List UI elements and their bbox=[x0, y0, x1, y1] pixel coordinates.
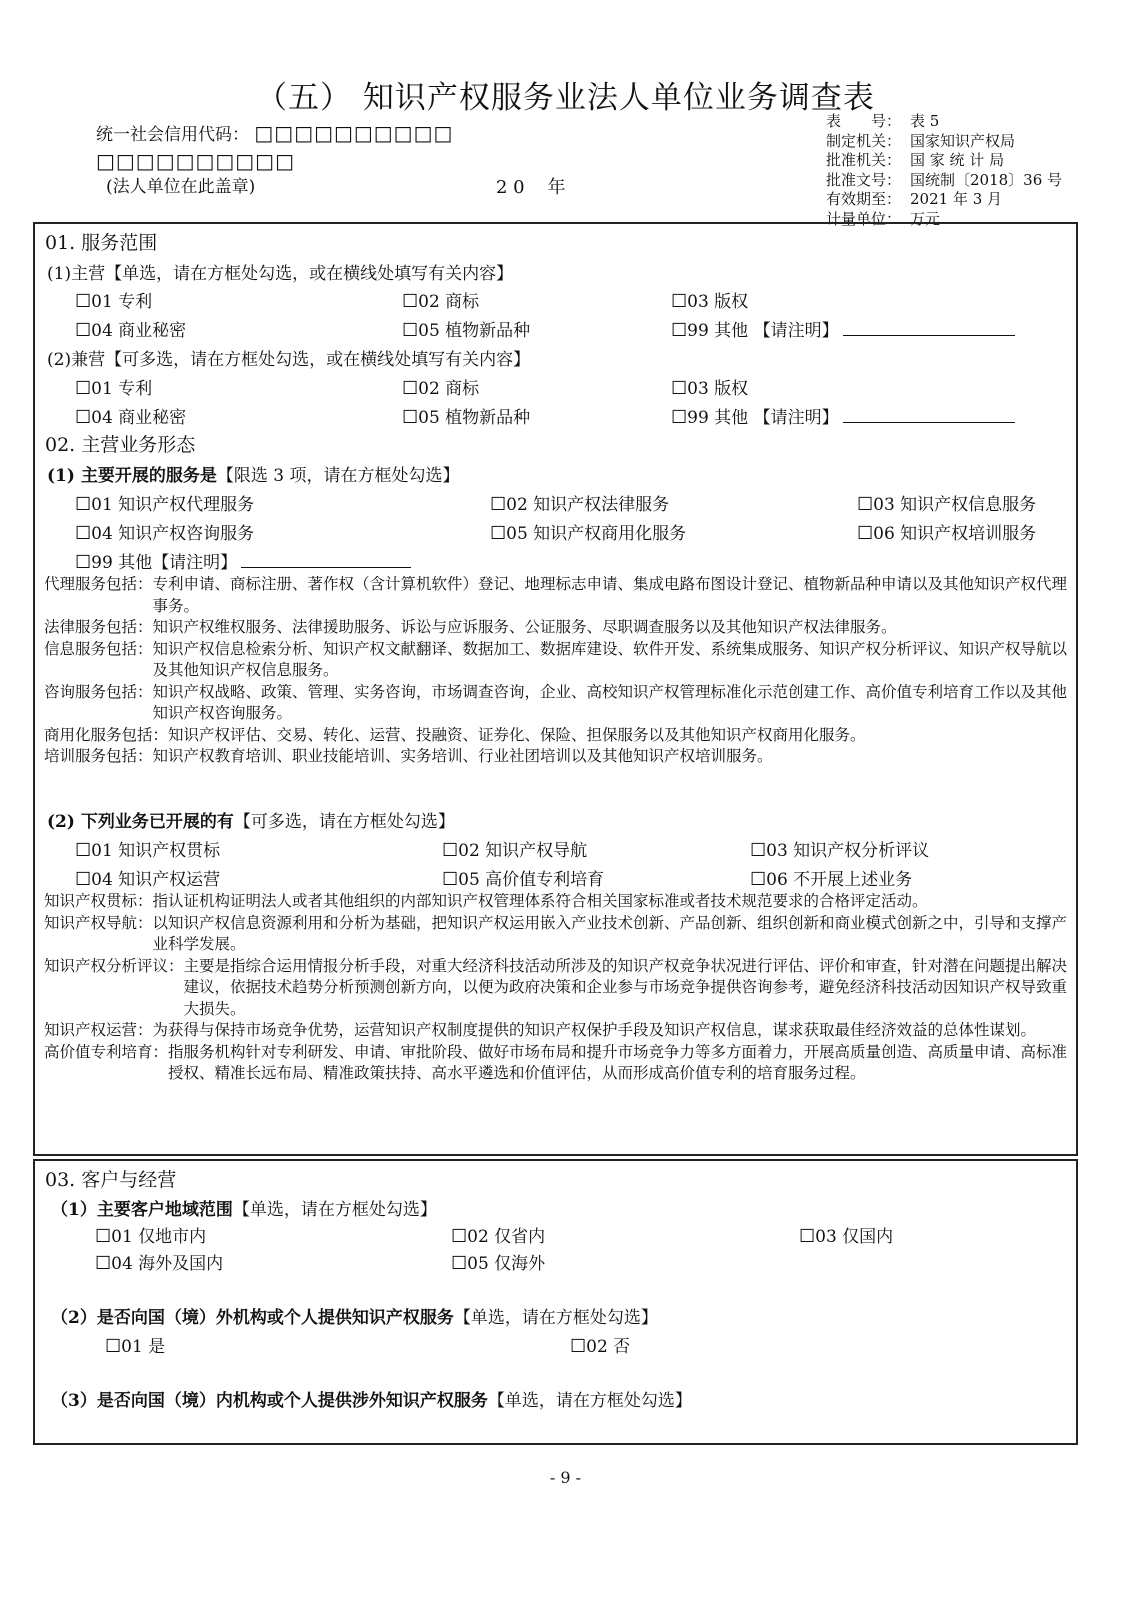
option-none[interactable]: ☐06 不开展上述业务 bbox=[750, 869, 913, 890]
option-information-service[interactable]: ☐03 知识产权信息服务 bbox=[857, 494, 1037, 515]
header-left bbox=[96, 120, 453, 200]
checkbox: ☐ bbox=[671, 291, 688, 312]
question-foreign-service: （2）是否向国（境）外机构或个人提供知识产权服务【单选，请在方框处勾选】 bbox=[51, 1308, 658, 1328]
option-patent[interactable]: ☐01 专利 bbox=[75, 291, 153, 312]
checkbox: ☐ bbox=[75, 523, 92, 544]
checkbox: ☐ bbox=[799, 1226, 816, 1247]
credit-code-boxes[interactable]: □□□□□□□□□□ bbox=[254, 121, 454, 145]
meta-row: 有效期至： 2021 年 3 月 bbox=[826, 190, 1003, 208]
checkbox: ☐ bbox=[75, 407, 92, 428]
option-other[interactable]: ☐99 其他 【请注明】 bbox=[671, 403, 1015, 428]
other-input-line[interactable] bbox=[241, 551, 411, 568]
checkbox: ☐ bbox=[490, 523, 507, 544]
option-patent[interactable]: ☐01 专利 bbox=[75, 378, 153, 399]
question-side-business: (2)兼营【可多选，请在方框处勾选，或在横线处填写有关内容】 bbox=[47, 350, 531, 370]
checkbox: ☐ bbox=[75, 869, 92, 890]
credit-code-boxes-row2[interactable]: □□□□□□□□□□ bbox=[96, 149, 295, 173]
option-ip-navigation[interactable]: ☐02 知识产权导航 bbox=[442, 840, 588, 861]
meta-row: 批准文号： 国统制〔2018〕36 号 bbox=[826, 170, 1063, 189]
option-trade-secret[interactable]: ☐04 商业秘密 bbox=[75, 407, 187, 428]
form-meta bbox=[826, 112, 1062, 229]
section-heading-service-scope: 01. 服务范围 bbox=[45, 232, 158, 254]
question-business-carried-out: (2) 下列业务已开展的有【可多选，请在方框处勾选】 bbox=[47, 812, 455, 832]
credit-code-label: 统一社会信用代码： bbox=[96, 125, 249, 145]
definition-item: 知识产权导航： 以知识产权信息资源利用和分析为基础，把知识产权运用嵌入产业技术创新、产品创新、组织创新和商业模式创新之中，引导和支撑产业科学发展。 bbox=[44, 913, 1068, 953]
definition-item: 知识产权贯标： 指认证机构证明法人或者其他组织的内部知识产权管理体系符合相关国家标准或者技术规范要求的合格评定活动。 bbox=[44, 892, 928, 910]
option-commercialization-service[interactable]: ☐05 知识产权商用化服务 bbox=[490, 523, 687, 544]
checkbox: ☐ bbox=[570, 1336, 587, 1357]
section-heading-customers: 03. 客户与经营 bbox=[45, 1169, 177, 1191]
option-overseas-and-domestic[interactable]: ☐04 海外及国内 bbox=[95, 1253, 224, 1274]
checkbox: ☐ bbox=[95, 1226, 112, 1247]
option-ip-operation[interactable]: ☐04 知识产权运营 bbox=[75, 869, 221, 890]
option-legal-service[interactable]: ☐02 知识产权法律服务 bbox=[490, 494, 670, 515]
option-other-service[interactable]: ☐99 其他【请注明】 bbox=[75, 548, 411, 573]
meta-row: 批准机关： 国 家 统 计 局 bbox=[826, 151, 1005, 169]
question-foreign-related-service: （3）是否向国（境）内机构或个人提供涉外知识产权服务【单选，请在方框处勾选】 bbox=[51, 1391, 692, 1411]
checkbox: ☐ bbox=[75, 320, 92, 341]
checkbox: ☐ bbox=[671, 407, 688, 428]
definition-item: 知识产权分析评议： 主要是指综合运用情报分析手段，对重大经济科技活动所涉及的知识产权竞争状况进行评估、评价和审查，针对潜在问题提出解决建议，依据技术趋势分析预测创新方向，以便为政府决策和企业参与市场竞争提供咨询参考，避免经济科技活动因知识产权导致重大损失。 bbox=[44, 956, 1068, 1018]
option-consulting-service[interactable]: ☐04 知识产权咨询服务 bbox=[75, 523, 255, 544]
form-title: （五） 知识产权服务业法人单位业务调查表 bbox=[256, 80, 875, 116]
checkbox: ☐ bbox=[402, 291, 419, 312]
checkbox: ☐ bbox=[750, 840, 767, 861]
option-no[interactable]: ☐02 否 bbox=[570, 1336, 631, 1357]
option-high-value-patent[interactable]: ☐05 高价值专利培育 bbox=[442, 869, 605, 890]
checkbox: ☐ bbox=[75, 378, 92, 399]
business-definitions bbox=[44, 891, 1069, 1085]
checkbox: ☐ bbox=[402, 320, 419, 341]
checkbox: ☐ bbox=[75, 552, 92, 573]
checkbox: ☐ bbox=[442, 869, 459, 890]
definition-item: 高价值专利培育： 指服务机构针对专利研发、申请、审批阶段、做好市场布局和提升市场竞争力等多方面着力，开展高质量创造、高质量申请、高标准授权、精准长远布局、精准政策扶持、高水平遴选和价值评估，从而形成高价值专利的培育服务过程。 bbox=[44, 1042, 1068, 1082]
definition-item: 法律服务包括： 知识产权维权服务、法律援助服务、诉讼与应诉服务、公证服务、尽职调查服务以及其他知识产权法律服务。 bbox=[44, 618, 897, 636]
checkbox: ☐ bbox=[451, 1253, 468, 1274]
option-city-only[interactable]: ☐01 仅地市内 bbox=[95, 1226, 207, 1247]
checkbox: ☐ bbox=[75, 494, 92, 515]
checkbox: ☐ bbox=[402, 407, 419, 428]
meta-row: 制定机关： 国家知识产权局 bbox=[826, 131, 1016, 150]
definition-item: 商用化服务包括： 知识产权评估、交易、转化、运营、投融资、证券化、保险、担保服务以及其他知识产权商用化服务。 bbox=[44, 725, 866, 744]
option-plant-variety[interactable]: ☐05 植物新品种 bbox=[402, 407, 531, 428]
other-input-line[interactable] bbox=[843, 406, 1015, 423]
option-trademark[interactable]: ☐02 商标 bbox=[402, 378, 480, 399]
checkbox: ☐ bbox=[671, 378, 688, 399]
seal-note: (法人单位在此盖章) bbox=[106, 177, 256, 197]
checkbox: ☐ bbox=[857, 523, 874, 544]
meta-row: 计量单位： 万元 bbox=[826, 209, 941, 228]
option-ip-standard[interactable]: ☐01 知识产权贯标 bbox=[75, 840, 221, 861]
question-customer-region: （1）主要客户地域范围【单选，请在方框处勾选】 bbox=[51, 1200, 437, 1220]
service-definitions bbox=[44, 574, 1069, 768]
option-training-service[interactable]: ☐06 知识产权培训服务 bbox=[857, 523, 1037, 544]
definition-item: 代理服务包括： 专利申请、商标注册、著作权（含计算机软件）登记、地理标志申请、集成电路布图设计登记、植物新品种申请以及其他知识产权代理事务。 bbox=[44, 575, 1068, 615]
option-agency-service[interactable]: ☐01 知识产权代理服务 bbox=[75, 494, 255, 515]
definition-item: 咨询服务包括： 知识产权战略、政策、管理、实务咨询，市场调查咨询，企业、高校知识产权管理标准化示范创建工作、高价值专利培育工作以及其他知识产权咨询服务。 bbox=[44, 682, 1068, 722]
year-line: 2 0 年 bbox=[496, 177, 566, 198]
option-plant-variety[interactable]: ☐05 植物新品种 bbox=[402, 320, 531, 341]
definition-item: 知识产权运营： 为获得与保持市场竞争优势，运营知识产权制度提供的知识产权保护手段及知识产权信息，谋求获取最佳经济效益的总体性谋划。 bbox=[44, 1021, 1037, 1039]
option-overseas-only[interactable]: ☐05 仅海外 bbox=[451, 1253, 546, 1274]
question-main-business: (1)主营【单选，请在方框处勾选，或在横线处填写有关内容】 bbox=[47, 264, 514, 284]
checkbox: ☐ bbox=[442, 840, 459, 861]
option-domestic-only[interactable]: ☐03 仅国内 bbox=[799, 1226, 894, 1247]
checkbox: ☐ bbox=[105, 1336, 122, 1357]
option-trade-secret[interactable]: ☐04 商业秘密 bbox=[75, 320, 187, 341]
checkbox: ☐ bbox=[451, 1226, 468, 1247]
option-copyright[interactable]: ☐03 版权 bbox=[671, 378, 749, 399]
form-frame-2 bbox=[33, 1159, 1078, 1445]
option-other[interactable]: ☐99 其他 【请注明】 bbox=[671, 316, 1015, 341]
form-frame-1 bbox=[33, 222, 1078, 1156]
option-trademark[interactable]: ☐02 商标 bbox=[402, 291, 480, 312]
checkbox: ☐ bbox=[671, 320, 688, 341]
definition-item: 培训服务包括： 知识产权教育培训、职业技能培训、实务培训、行业社团培训以及其他知识产权培训服务。 bbox=[44, 747, 773, 765]
section-heading-business-form: 02. 主营业务形态 bbox=[45, 434, 196, 456]
checkbox: ☐ bbox=[75, 840, 92, 861]
option-province-only[interactable]: ☐02 仅省内 bbox=[451, 1226, 546, 1247]
checkbox: ☐ bbox=[857, 494, 874, 515]
option-yes[interactable]: ☐01 是 bbox=[105, 1336, 166, 1357]
checkbox: ☐ bbox=[402, 378, 419, 399]
question-main-services: (1) 主要开展的服务是【限选 3 项，请在方框处勾选】 bbox=[47, 466, 460, 486]
checkbox: ☐ bbox=[95, 1253, 112, 1274]
checkbox: ☐ bbox=[75, 291, 92, 312]
definition-item: 信息服务包括： 知识产权信息检索分析、知识产权文献翻译、数据加工、数据库建设、软件开发、系统集成服务、知识产权分析评议、知识产权导航以及其他知识产权信息服务。 bbox=[44, 639, 1068, 679]
checkbox: ☐ bbox=[490, 494, 507, 515]
option-copyright[interactable]: ☐03 版权 bbox=[671, 291, 749, 312]
page-number: - 9 - bbox=[549, 1468, 582, 1487]
checkbox: ☐ bbox=[750, 869, 767, 890]
option-ip-analysis[interactable]: ☐03 知识产权分析评议 bbox=[750, 840, 930, 861]
other-input-line[interactable] bbox=[843, 319, 1015, 336]
meta-row: 表 号： 表 5 bbox=[826, 112, 940, 130]
